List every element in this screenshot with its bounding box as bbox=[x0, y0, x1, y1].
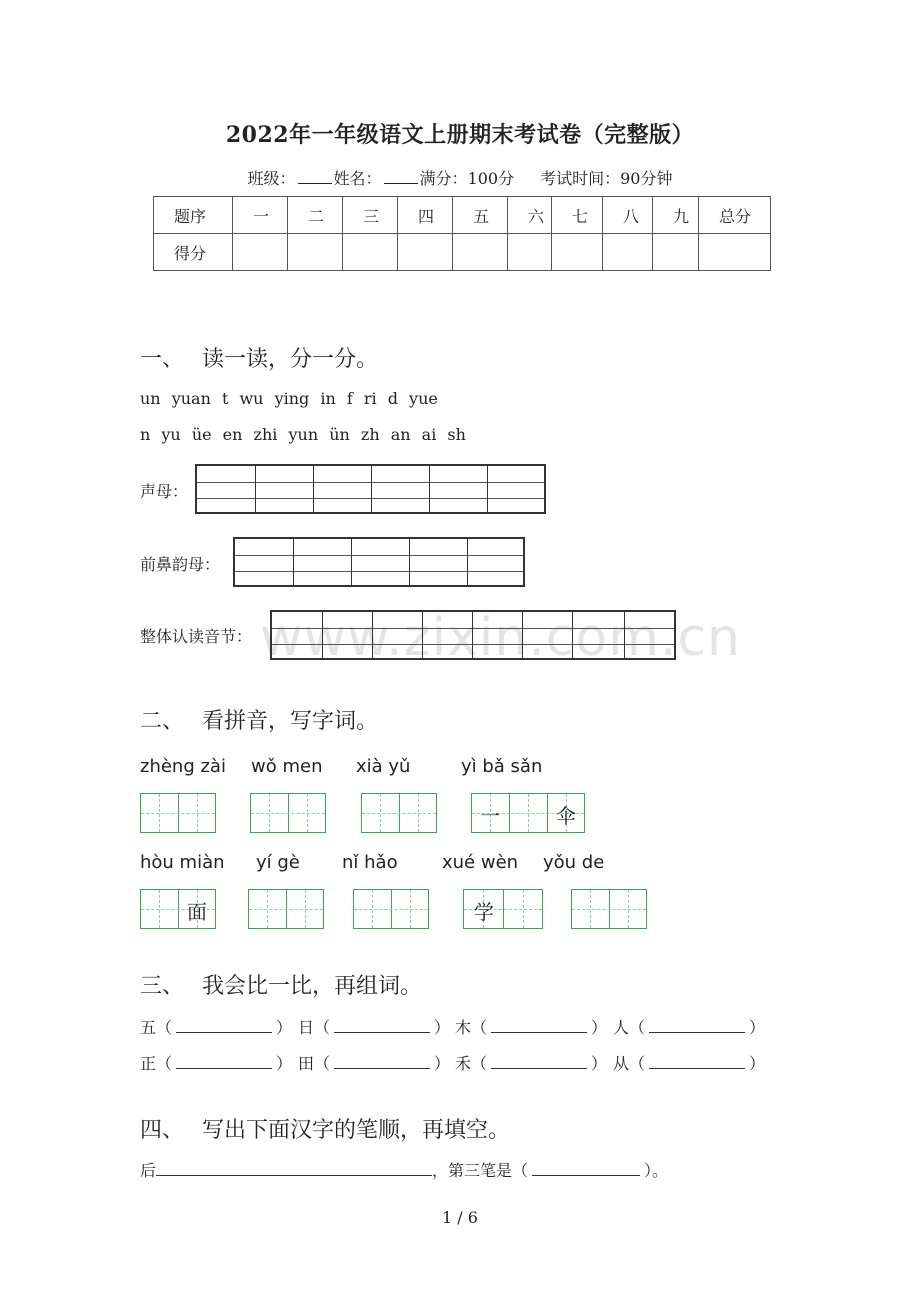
compare-item[interactable]: 禾（ ） bbox=[455, 1054, 608, 1073]
section-title: 读一读，分一分。 bbox=[202, 347, 379, 372]
pinyin-word: xià yǔ bbox=[356, 756, 411, 777]
score-table bbox=[153, 196, 771, 271]
section3-heading bbox=[140, 969, 422, 1000]
score-row-label: 得分 bbox=[154, 234, 233, 271]
tianzige-box[interactable] bbox=[571, 889, 647, 929]
score-input-cell[interactable] bbox=[233, 234, 288, 271]
score-cell: 六 bbox=[508, 197, 552, 234]
pinyin-word: xué wèn bbox=[442, 852, 519, 873]
third-stroke-blank[interactable] bbox=[532, 1161, 640, 1176]
tianzige-box[interactable] bbox=[361, 793, 437, 833]
pinyin-line-1: un yuan t wu ying in f ri d yue bbox=[140, 389, 438, 408]
label-shengmu: 声母： bbox=[140, 482, 189, 501]
score-input-cell[interactable] bbox=[552, 234, 603, 271]
question-char: 后 bbox=[140, 1161, 157, 1180]
name-blank[interactable] bbox=[384, 169, 418, 184]
pinyin-line-2: n yu üe en zhi yun ün zh an ai sh bbox=[140, 425, 466, 444]
tianzige-box[interactable] bbox=[471, 793, 585, 833]
watermark-text: www.zixin.com.cn bbox=[260, 608, 741, 668]
pinyin-word: yì bǎ sǎn bbox=[461, 756, 543, 777]
section-number: 一、 bbox=[140, 347, 185, 372]
compare-item[interactable]: 木（ ） bbox=[455, 1018, 608, 1037]
zhengti-writing-grid[interactable] bbox=[270, 610, 676, 660]
score-table-score-row bbox=[154, 234, 771, 271]
full-score: 满分：100分 bbox=[419, 169, 515, 188]
page-number: 1 / 6 bbox=[442, 1208, 478, 1227]
compare-item[interactable]: 田（ ） bbox=[298, 1054, 451, 1073]
pinyin-word: zhèng zài bbox=[140, 756, 226, 777]
section-number: 四、 bbox=[140, 1118, 185, 1143]
compare-item[interactable]: 人（ ） bbox=[613, 1018, 766, 1037]
score-cell: 七 bbox=[552, 197, 603, 234]
score-cell: 二 bbox=[288, 197, 343, 234]
section2-heading bbox=[140, 704, 378, 735]
score-input-cell[interactable] bbox=[603, 234, 653, 271]
score-input-cell[interactable] bbox=[288, 234, 343, 271]
pinyin-word: yǒu de bbox=[543, 852, 605, 873]
score-cell: 八 bbox=[603, 197, 653, 234]
pinyin-word: yí gè bbox=[256, 852, 300, 873]
score-cell: 总分 bbox=[699, 197, 771, 234]
class-blank[interactable] bbox=[298, 169, 332, 184]
score-input-cell[interactable] bbox=[398, 234, 453, 271]
tianzige-box[interactable] bbox=[248, 889, 324, 929]
section1-heading bbox=[140, 342, 378, 373]
exam-info bbox=[0, 166, 920, 189]
pinyin-word: hòu miàn bbox=[140, 852, 225, 873]
tianzige-box[interactable] bbox=[250, 793, 326, 833]
tianzige-box[interactable] bbox=[353, 889, 429, 929]
score-cell: 五 bbox=[453, 197, 508, 234]
score-cell: 三 bbox=[343, 197, 398, 234]
tianzige-box[interactable] bbox=[140, 793, 216, 833]
section-title: 看拼音，写字词。 bbox=[202, 709, 379, 734]
score-table-header-row bbox=[154, 197, 771, 234]
score-cell: 九 bbox=[653, 197, 699, 234]
score-input-cell[interactable] bbox=[453, 234, 508, 271]
given-character: 一 bbox=[480, 804, 500, 828]
label-qianbi: 前鼻韵母： bbox=[140, 555, 221, 574]
score-input-cell[interactable] bbox=[699, 234, 771, 271]
shengmu-writing-grid[interactable] bbox=[195, 464, 546, 514]
given-character: 伞 bbox=[556, 804, 576, 828]
compare-item[interactable]: 从（ ） bbox=[613, 1054, 766, 1073]
score-cell: 一 bbox=[233, 197, 288, 234]
section-number: 二、 bbox=[140, 709, 185, 734]
tianzige-box[interactable] bbox=[463, 889, 543, 929]
stroke-order-question[interactable]: 后 ，第三笔是（ ）。 bbox=[140, 1161, 669, 1180]
name-label: 姓名： bbox=[333, 169, 382, 188]
page-title: 2022年一年级语文上册期末考试卷（完整版） bbox=[225, 122, 695, 148]
pinyin-word: nǐ hǎo bbox=[342, 852, 398, 873]
compare-item[interactable]: 日（ ） bbox=[298, 1018, 451, 1037]
score-cell: 四 bbox=[398, 197, 453, 234]
compare-item[interactable]: 五（ ） bbox=[140, 1018, 293, 1037]
score-input-cell[interactable] bbox=[653, 234, 699, 271]
section-title: 我会比一比，再组词。 bbox=[202, 974, 423, 999]
score-input-cell[interactable] bbox=[508, 234, 552, 271]
score-cell: 题序 bbox=[154, 197, 233, 234]
given-character: 学 bbox=[474, 900, 494, 924]
section-title: 写出下面汉字的笔顺，再填空。 bbox=[202, 1118, 511, 1143]
qianbi-writing-grid[interactable] bbox=[233, 537, 525, 587]
tianzige-box[interactable] bbox=[140, 889, 216, 929]
exam-time: 考试时间：90分钟 bbox=[540, 169, 673, 188]
compare-item[interactable]: 正（ ） bbox=[140, 1054, 293, 1073]
class-label: 班级： bbox=[247, 169, 296, 188]
section-number: 三、 bbox=[140, 974, 185, 999]
score-input-cell[interactable] bbox=[343, 234, 398, 271]
section4-heading bbox=[140, 1113, 510, 1144]
stroke-order-blank[interactable] bbox=[156, 1161, 432, 1176]
pinyin-word: wǒ men bbox=[251, 756, 323, 777]
label-zhengti: 整体认读音节： bbox=[140, 627, 253, 646]
given-character: 面 bbox=[187, 900, 207, 924]
